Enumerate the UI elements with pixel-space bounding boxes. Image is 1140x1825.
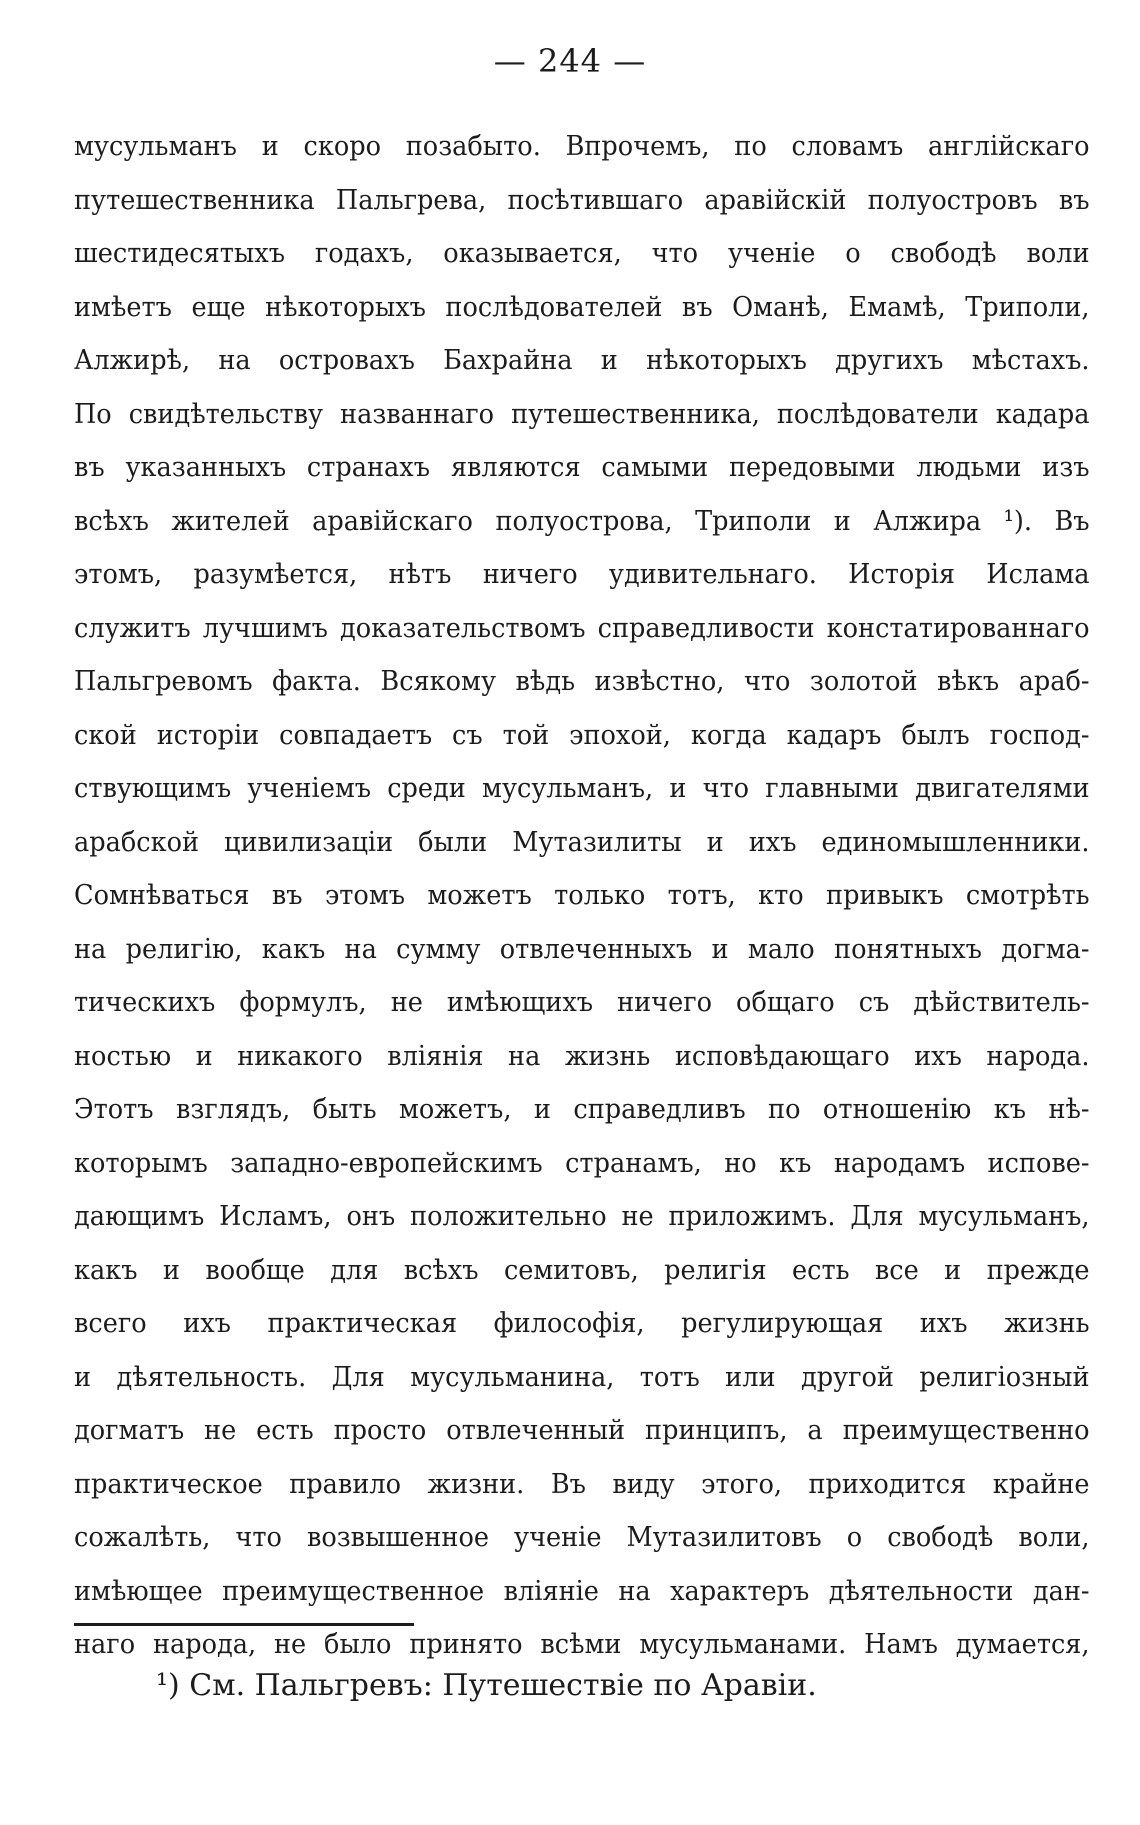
text-line: По свидѣтельству названнаго путешественника, послѣдователи кадара: [74, 397, 1090, 430]
text-line: шестидесятыхъ годахъ, оказывается, что ученіе о свободѣ воли: [74, 237, 1090, 269]
text-line: которымъ западно-европейскимъ странамъ, но къ народамъ испове-: [74, 1146, 1090, 1179]
text-line: и дѣятельность. Для мусульманина, тотъ или другой религіозный: [74, 1360, 1090, 1393]
text-line: мусульманъ и скоро позабыто. Впрочемъ, по словамъ англійскаго: [74, 130, 1090, 162]
text-line: всего ихъ практическая философія, регулирующая ихъ жизнь: [74, 1307, 1090, 1339]
text-line: этомъ, разумѣется, нѣтъ ничего удивительнаго. Исторія Ислама: [74, 558, 1090, 590]
text-line: Сомнѣваться въ этомъ можетъ только тотъ, кто привыкъ смотрѣть: [74, 879, 1090, 911]
text-line: ствующимъ ученіемъ среди мусульманъ, и что главными двигателями: [74, 772, 1090, 804]
text-line: сожалѣть, что возвышенное ученіе Мутазилитовъ о свободѣ воли,: [74, 1521, 1090, 1553]
text-line: имѣетъ еще нѣкоторыхъ послѣдователей въ Оманѣ, Емамѣ, Триполи,: [74, 290, 1090, 323]
text-line: догматъ не есть просто отвлеченный принципъ, а преимущественно: [74, 1414, 1090, 1446]
text-line: наго народа, не было принято всѣми мусульманами. Намъ думается,: [74, 1628, 1090, 1660]
text-line: тическихъ формулъ, не имѣющихъ ничего общаго съ дѣйствитель-: [74, 986, 1090, 1018]
text-line: дающимъ Исламъ, онъ положительно не приложимъ. Для мусульманъ,: [74, 1200, 1090, 1232]
text-line: имѣющее преимущественное вліяніе на характеръ дѣятельности дан-: [74, 1574, 1090, 1607]
text-line: въ указанныхъ странахъ являются самыми передовыми людьми изъ: [74, 451, 1090, 483]
footnote: [156, 1668, 817, 1703]
footnote-marker: ¹): [156, 1668, 180, 1703]
text-line: Алжирѣ, на островахъ Бахрайна и нѣкоторыхъ другихъ мѣстахъ.: [74, 344, 1090, 376]
text-line: всѣхъ жителей аравійскаго полуострова, Триполи и Алжира ¹). Въ: [74, 504, 1090, 537]
text-line: служитъ лучшимъ доказательствомъ справедливости констатированнаго: [74, 611, 1090, 644]
footnote-divider: [74, 1623, 414, 1626]
text-line: ностью и никакого вліянія на жизнь исповѣдающаго ихъ народа.: [74, 1039, 1090, 1072]
text-line: Пальгревомъ факта. Всякому вѣдь извѣстно, что золотой вѣкъ араб-: [74, 665, 1090, 697]
text-line: Этотъ взглядъ, быть можетъ, и справедливъ по отношенію къ нѣ-: [74, 1093, 1090, 1125]
text-line: путешественника Пальгрева, посѣтившаго аравійскій полуостровъ въ: [74, 183, 1090, 216]
text-line: практическое правило жизни. Въ виду этого, приходится крайне: [74, 1467, 1090, 1500]
text-line: какъ и вообще для всѣхъ семитовъ, религія есть все и прежде: [74, 1253, 1090, 1286]
text-line: ской исторіи совпадаетъ съ той эпохой, когда кадаръ былъ господ-: [74, 718, 1090, 751]
text-line: на религію, какъ на сумму отвлеченныхъ и мало понятныхъ догма-: [74, 932, 1090, 965]
text-line: арабской цивилизаціи были Мутазилиты и ихъ единомышленники.: [74, 825, 1090, 858]
body-text: [74, 120, 1090, 1672]
page-number: — 244 —: [493, 42, 647, 80]
footnote-text: См. Пальгревъ: Путешествіе по Аравіи.: [189, 1668, 817, 1703]
